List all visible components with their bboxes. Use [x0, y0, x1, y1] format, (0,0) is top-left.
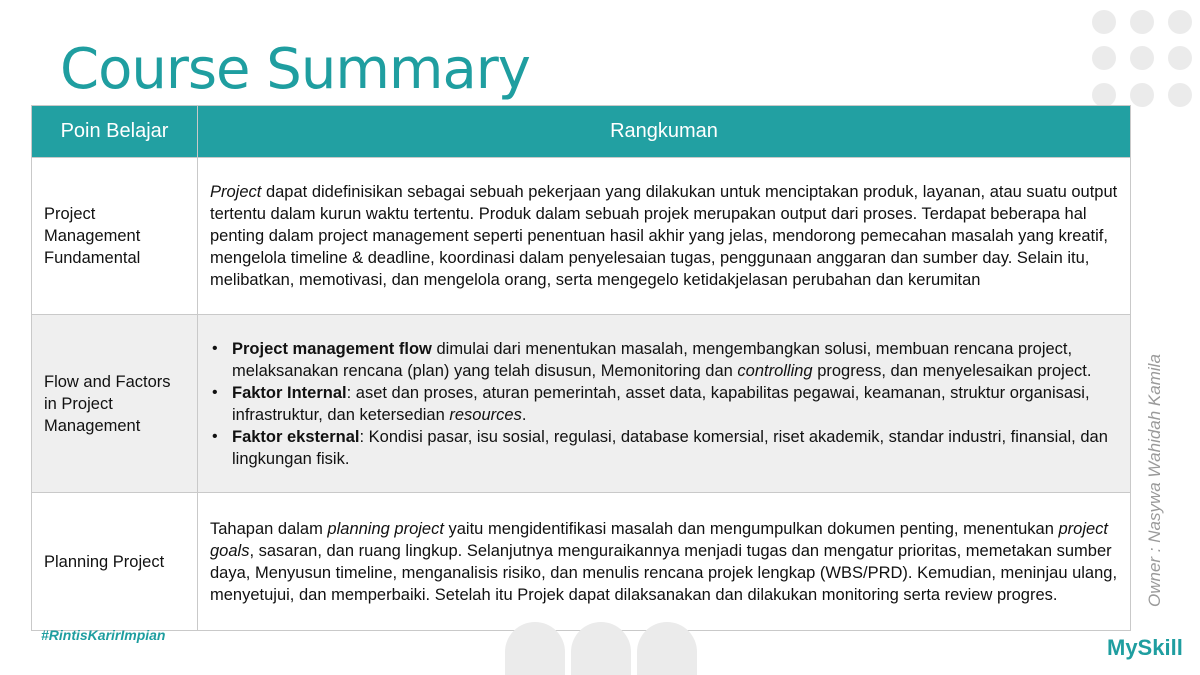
topic-cell: Planning Project: [32, 493, 198, 631]
dot: [1092, 10, 1116, 34]
summary-cell: [198, 493, 1131, 631]
brand-logo: MySkill: [1107, 635, 1183, 660]
table-row: [32, 315, 1131, 493]
decorative-dots: [1092, 10, 1200, 110]
summary-cell: [198, 158, 1131, 315]
bullet-term: Faktor Internal: [232, 383, 347, 402]
arch-shape: [571, 622, 631, 675]
italic-term: planning project: [327, 519, 444, 538]
table-header-row: [32, 106, 1131, 158]
topic-cell: Project Management Fundamental: [32, 158, 198, 315]
table-row: [32, 493, 1131, 631]
bullet-text: .: [521, 405, 527, 424]
bullet-text: dimulai dari menentukan masalah, mengembangkan solusi, membuan rencana project, melaksanakan rencana (plan) yang telah disusun, Memonitoring dan: [232, 339, 1073, 380]
dot: [1168, 83, 1192, 107]
summary-text: Tahapan dalam: [210, 519, 328, 538]
italic-term: project goals: [210, 519, 1108, 560]
arch-shape: [505, 622, 565, 675]
column-header-rangkuman: Rangkuman: [198, 106, 1131, 158]
italic-term: Project: [210, 183, 262, 201]
summary-text: yaitu mengidentifikasi masalah dan mengumpulkan dokumen penting, menentukan: [443, 519, 1059, 538]
dot: [1130, 83, 1154, 107]
summary-text: , sasaran, dan ruang lingkup. Selanjutnya menguraikannya menjadi tugas dan mengatur prioritas, memetakan sumber daya, Menyusun timeline, menganalisis risiko, dan menulis rencana projek lengkap (WBS/PRD). Kemudian, meninjau ulang, menyetujui, dan memperbaiki. Setelah itu Projek dapat dilaksanakan dan dilakukan monitoring serta review progres.: [210, 541, 1118, 604]
dot: [1092, 46, 1116, 70]
italic-term: resources: [449, 405, 522, 424]
bullet-term: Faktor eksternal: [232, 427, 360, 446]
dot: [1092, 83, 1116, 107]
summary-text: dapat didefinisikan sebagai sebuah pekerjaan yang dilakukan untuk menciptakan produk, layanan, atau suatu output tertentu dalam kurun waktu tertentu. Produk dalam sebuah projek merupakan output dari proses. Terdapat beberapa hal penting dalam project management seperti penentuan hasil akhir yang jelas, mendorong pemecahan masalah yang kreatif, mengelola timeline & deadline, koordinasi dalam penyelesaian tugas, penggunaan anggaran dan sumber day. Selain itu, melibatkan, memotivasi, dan mengelola orang, serta mengegelo ketidakjelasan perubahan dan kerumitan: [210, 183, 1118, 289]
bullet-item: [210, 426, 1118, 470]
bullet-text: : aset dan proses, aturan pemerintah, asset data, kapabilitas pegawai, keamanan, struktur organisasi, infrastruktur, dan ketersedian: [232, 383, 1090, 424]
bullet-list: [210, 338, 1118, 470]
italic-term: controlling: [737, 361, 813, 380]
bullet-text: progress, dan menyelesaikan project.: [812, 361, 1092, 380]
dot: [1130, 10, 1154, 34]
bullet-term: Project management flow: [232, 339, 432, 358]
column-header-poin-belajar: Poin Belajar: [32, 106, 198, 158]
arch-shape: [637, 622, 697, 675]
dot: [1168, 10, 1192, 34]
bullet-item: [210, 382, 1118, 426]
dot: [1168, 46, 1192, 70]
hashtag-label: #RintisKarirImpian: [41, 627, 166, 643]
table-row: [32, 158, 1131, 315]
topic-cell: Flow and Factors in Project Management: [32, 315, 198, 493]
page-title: Course Summary: [60, 37, 530, 102]
summary-table: [31, 105, 1131, 631]
summary-cell: [198, 315, 1131, 493]
bullet-text: : Kondisi pasar, isu sosial, regulasi, database komersial, riset akademik, standar industri, finansial, dan lingkungan fisik.: [232, 427, 1108, 468]
owner-credit: Owner : Nasywa Wahidah Kamila: [1145, 354, 1164, 607]
bullet-item: [210, 338, 1118, 382]
dot: [1130, 46, 1154, 70]
